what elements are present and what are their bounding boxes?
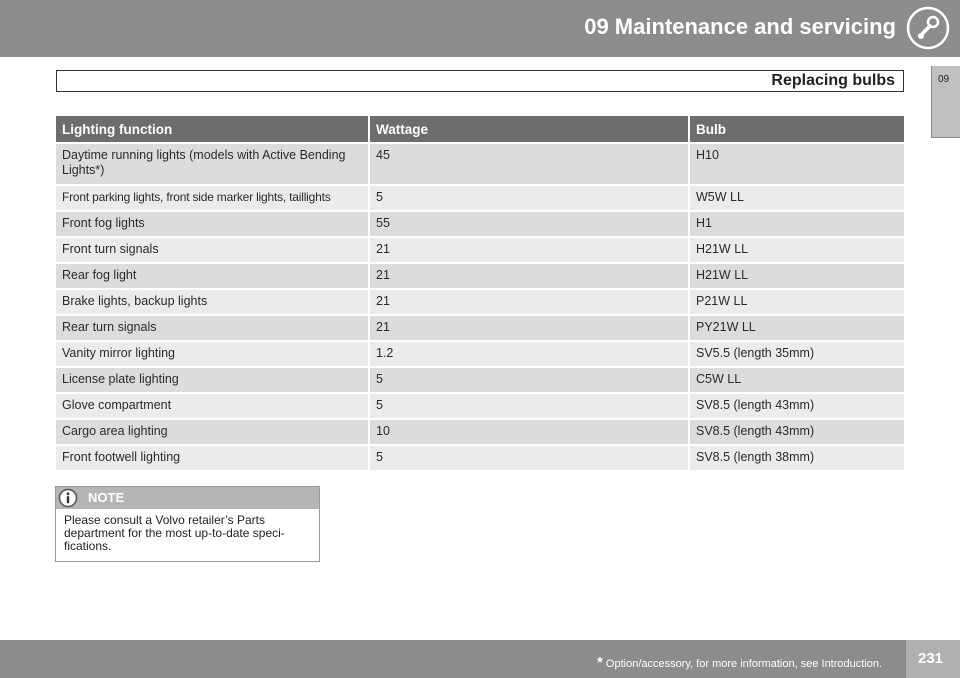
- cell-bulb: SV8.5 (length 43mm): [690, 418, 904, 444]
- table-row: [56, 210, 904, 236]
- table-row: [56, 142, 904, 184]
- cell-wattage: 1.2: [370, 340, 690, 366]
- bulb-table: [56, 116, 904, 470]
- cell-lighting-function: Front turn signals: [56, 236, 370, 262]
- note-text: Please consult a Volvo retailer’s Parts department for the most up-to-date speci- fications.: [64, 513, 285, 553]
- cell-wattage: 55: [370, 210, 690, 236]
- cell-bulb: PY21W LL: [690, 314, 904, 340]
- header-band: [0, 0, 960, 57]
- cell-bulb: H21W LL: [690, 236, 904, 262]
- cell-lighting-function: Rear turn signals: [56, 314, 370, 340]
- cell-wattage: 5: [370, 366, 690, 392]
- cell-wattage: 5: [370, 184, 690, 210]
- note-label: NOTE: [88, 490, 125, 505]
- cell-bulb: SV5.5 (length 35mm): [690, 340, 904, 366]
- cell-bulb: H21W LL: [690, 262, 904, 288]
- cell-bulb: SV8.5 (length 43mm): [690, 392, 904, 418]
- cell-bulb: H1: [690, 210, 904, 236]
- cell-lighting-function: Front fog lights: [56, 210, 370, 236]
- cell-bulb: C5W LL: [690, 366, 904, 392]
- table-row: [56, 288, 904, 314]
- table-row: [56, 418, 904, 444]
- info-icon: [58, 488, 78, 508]
- cell-wattage: 21: [370, 262, 690, 288]
- cell-lighting-function: Glove compartment: [56, 392, 370, 418]
- cell-wattage: 45: [370, 142, 690, 184]
- chapter-tab-label: 09: [938, 74, 950, 85]
- header-wattage: Wattage: [370, 116, 690, 142]
- chapter-title: 09 Maintenance and servicing: [584, 14, 896, 39]
- note-header: [56, 487, 319, 509]
- section-header: [56, 70, 904, 92]
- option-footnote-text: Option/accessory, for more information, see Introduction.: [605, 658, 883, 670]
- cell-wattage: 21: [370, 236, 690, 262]
- cell-lighting-function: Brake lights, backup lights: [56, 288, 370, 314]
- table-row: [56, 366, 904, 392]
- cell-bulb: W5W LL: [690, 184, 904, 210]
- table-row: [56, 262, 904, 288]
- cell-lighting-function: Daytime running lights (models with Active Bending Lights*): [56, 142, 370, 184]
- table-header-row: [56, 116, 904, 142]
- chapter-tab[interactable]: [931, 66, 960, 138]
- cell-wattage: 5: [370, 444, 690, 470]
- table-row: [56, 314, 904, 340]
- asterisk-mark: *: [597, 654, 603, 671]
- table-row: [56, 340, 904, 366]
- footer-band: [0, 640, 960, 678]
- cell-wattage: 21: [370, 288, 690, 314]
- cell-bulb: H10: [690, 142, 904, 184]
- cell-lighting-function: Vanity mirror lighting: [56, 340, 370, 366]
- table-row: [56, 392, 904, 418]
- cell-bulb: P21W LL: [690, 288, 904, 314]
- cell-lighting-function: Front footwell lighting: [56, 444, 370, 470]
- cell-wattage: 21: [370, 314, 690, 340]
- note-box: [55, 486, 320, 562]
- section-title: Replacing bulbs: [771, 72, 895, 89]
- wrench-gear-icon: [906, 6, 950, 50]
- cell-wattage: 5: [370, 392, 690, 418]
- page-number: 231: [918, 650, 944, 667]
- table-row: [56, 236, 904, 262]
- option-footnote: [597, 654, 882, 671]
- cell-lighting-function: License plate lighting: [56, 366, 370, 392]
- cell-wattage: 10: [370, 418, 690, 444]
- header-bulb: Bulb: [690, 116, 904, 142]
- cell-lighting-function: Rear fog light: [56, 262, 370, 288]
- table-row: [56, 184, 904, 210]
- cell-bulb: SV8.5 (length 38mm): [690, 444, 904, 470]
- page-number-box: [906, 640, 960, 678]
- table-row: [56, 444, 904, 470]
- header-lighting-function: Lighting function: [56, 116, 370, 142]
- cell-lighting-function: Front parking lights, front side marker lights, taillights: [56, 184, 370, 210]
- cell-lighting-function: Cargo area lighting: [56, 418, 370, 444]
